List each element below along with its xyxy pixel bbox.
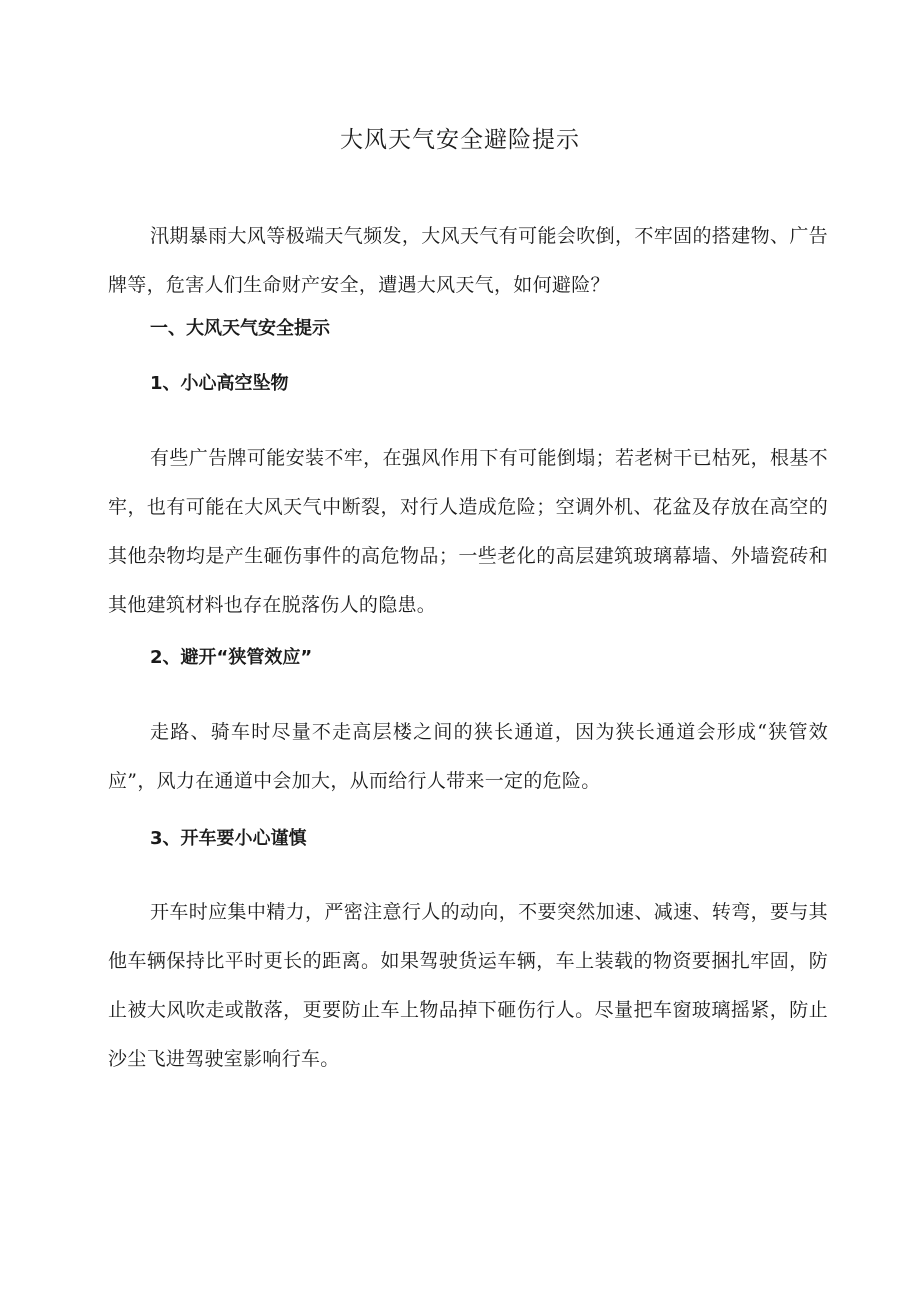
page-title: 大风天气安全避险提示 xyxy=(340,127,580,153)
paragraph-narrow-tube-effect: 走路、骑车时尽量不走高层楼之间的狭长通道，因为狭长通道会形成“狭管效应”，风力在通道中会加大，从而给行人带来一定的危险。 xyxy=(108,721,828,792)
paragraph-falling-objects: 有些广告牌可能安装不牢，在强风作用下有可能倒塌；若老树干已枯死，根基不牢，也有可能在大风天气中断裂，对行人造成危险；空调外机、花盆及存放在高空的其他杂物均是产生砸伤事件的高危物品；一些老化的高层建筑玻璃幕墙、外墙瓷砖和其他建筑材料也存在脱落伤人的隐患。 xyxy=(108,447,828,616)
subheading-narrow-tube-effect: 2、避开“狭管效应” xyxy=(150,647,313,668)
paragraph-drive-carefully: 开车时应集中精力，严密注意行人的动向，不要突然加速、减速、转弯，要与其他车辆保持比平时更长的距离。如果驾驶货运车辆，车上装载的物资要捆扎牢固，防止被大风吹走或散落，更要防止车上物品掉下砸伤行人。尽量把车窗玻璃摇紧，防止沙尘飞进驾驶室影响行车。 xyxy=(108,901,828,1070)
subheading-drive-carefully: 3、开车要小心谨慎 xyxy=(150,828,307,849)
section-heading-safety-tips: 一、大风天气安全提示 xyxy=(150,318,330,339)
subheading-falling-objects: 1、小心高空坠物 xyxy=(150,373,289,394)
intro-paragraph: 汛期暴雨大风等极端天气频发，大风天气有可能会吹倒，不牢固的搭建物、广告牌等，危害人们生命财产安全，遭遇大风天气，如何避险？ xyxy=(108,225,828,296)
